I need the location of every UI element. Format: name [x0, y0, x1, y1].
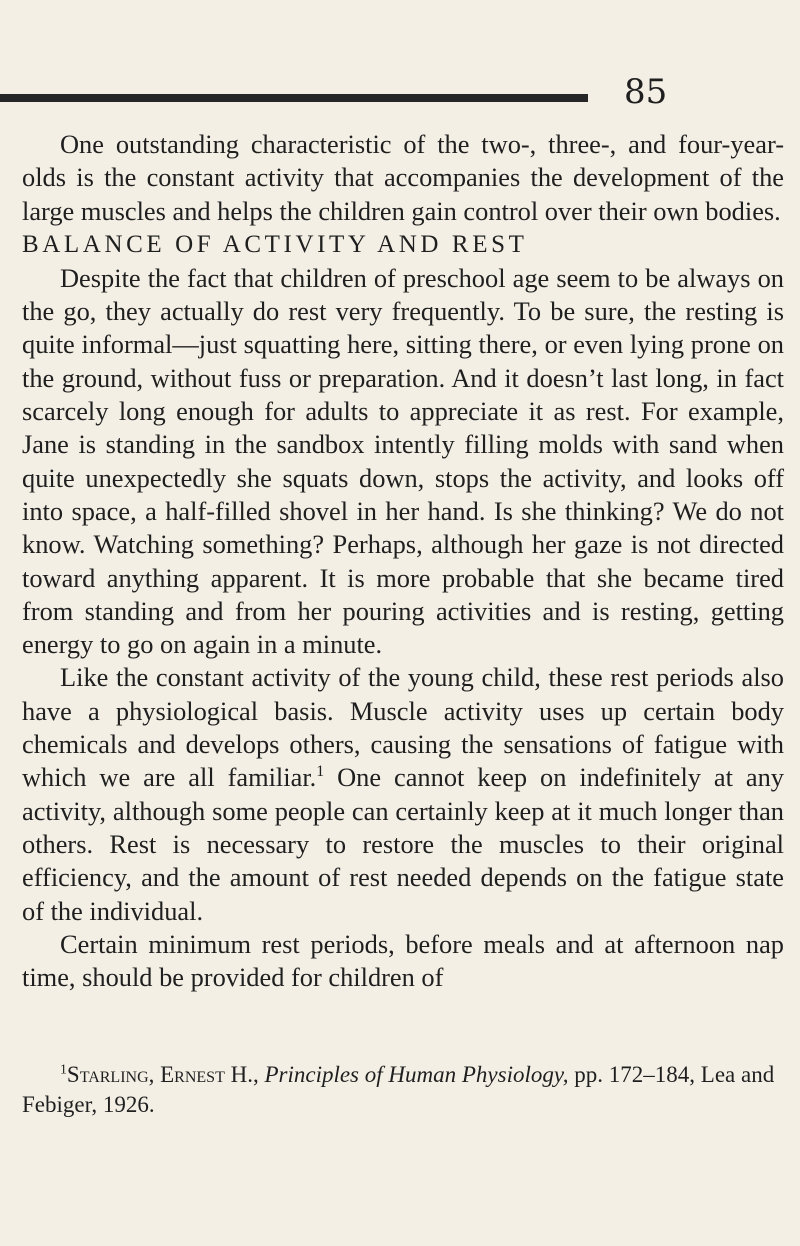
section-heading: BALANCE OF ACTIVITY AND REST [22, 230, 528, 258]
footnote-marker: 1 [60, 1061, 67, 1077]
paragraph-text: Like the constant activity of the young child, these rest periods also have a physiological basis. Muscle activity uses up certain body chemicals and develops others, causing the sensations of fatigue with which we are all familiar. [22, 662, 784, 793]
paragraph: Certain minimum rest periods, before meals and at afternoon nap time, should be provided for children of [22, 928, 784, 993]
paragraph: Despite the fact that children of preschool age seem to be always on the go, they actually do rest very frequently. To be sure, the resting is quite informal—just squatting here, sitting there, or even lying prone on the ground, without fuss or preparation. And it doesn’t last long, in fact scarcely long enough for adults to appreciate it as rest. For example, Jane is standing in the sandbox intently filling molds with sand when quite unexpectedly she squats down, stops the activity, and looks off into space, a half-filled shovel in her hand. Is she thinking? We do not know. Watching something? Perhaps, although her gaze is not directed toward anything apparent. It is more probable that she became tired from standing and from her pouring activities and is resting, getting energy to go on again in a minute. [22, 262, 784, 660]
intro-paragraph: One outstanding characteristic of the two-, three-, and four-year-olds is the constant activity that accompanies the development of the large muscles and helps the children gain control over their own bodies. [22, 129, 784, 226]
header-rule [0, 94, 588, 102]
footnote-author: Starling, Ernest H., [66, 1062, 259, 1087]
footnote-title: Principles of Human Physiology, [264, 1062, 569, 1087]
footnote [22, 1060, 784, 1120]
footnote-reference: 1 [316, 763, 325, 781]
footnote-details: pp. 172–184, Lea and Febiger, 1926. [22, 1062, 775, 1117]
paragraph [22, 661, 784, 927]
page-number: 85 [624, 72, 668, 112]
paragraph-text: One cannot keep on indefinitely at any activity, although some people can certainly keep at it much longer than others. Rest is necessary to restore the muscles to their original efficiency, and the amount of rest needed depends on the fatigue state of the individual. [22, 762, 784, 926]
page-body [22, 128, 784, 994]
